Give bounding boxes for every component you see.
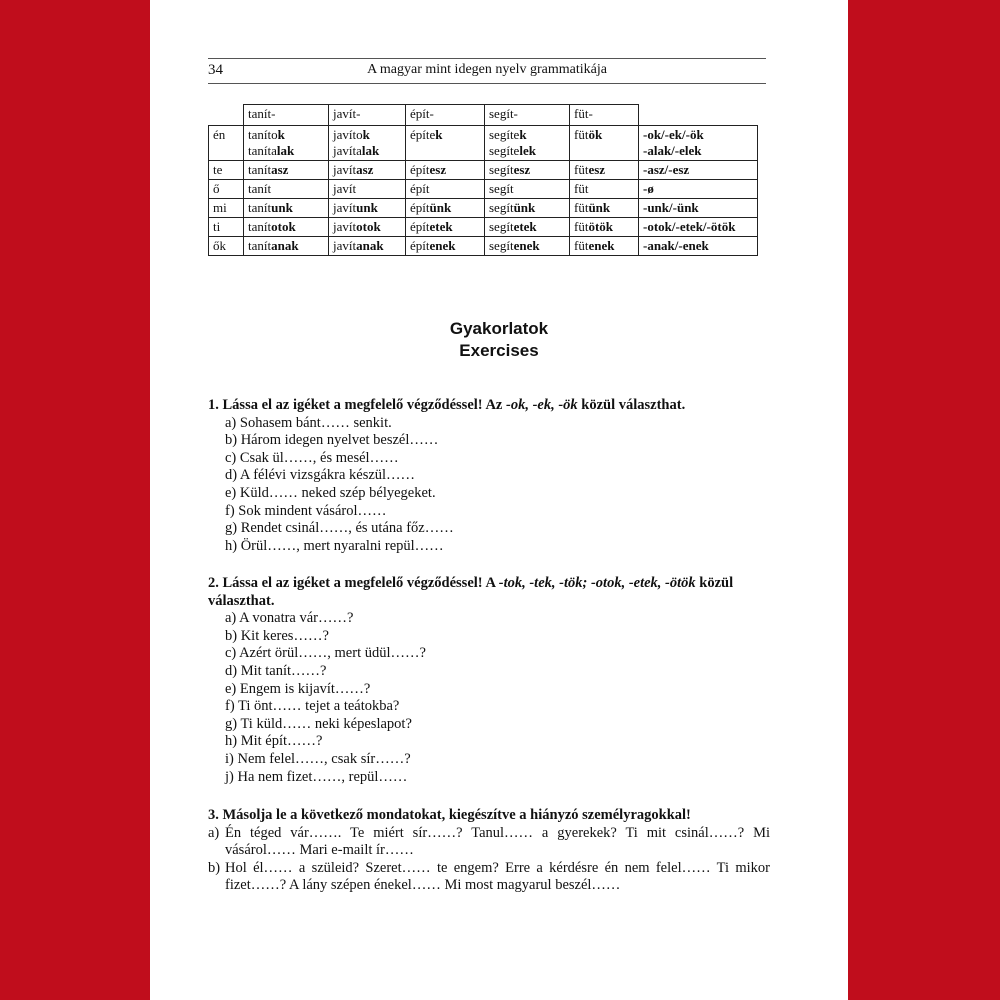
form-cell: építünk <box>406 199 485 218</box>
book-page <box>150 0 848 1000</box>
form-cell: javítasz <box>329 161 406 180</box>
stem-cell: épít- <box>406 105 485 126</box>
exercise-item: g) Ti küld…… neki képeslapot? <box>225 715 412 732</box>
table-row <box>209 180 758 199</box>
form-cell: tanítotok <box>244 218 329 237</box>
stem-cell: segít- <box>485 105 570 126</box>
suffix-cell: -asz/-esz <box>639 161 758 180</box>
form-cell: épít <box>406 180 485 199</box>
suffix-cell: -otok/-etek/-ötök <box>639 218 758 237</box>
form-cell: tanítok tanítalak <box>244 126 329 161</box>
red-border-right <box>848 0 1000 1000</box>
form-cell: építenek <box>406 237 485 256</box>
form-cell: építetek <box>406 218 485 237</box>
pronoun-cell: ők <box>209 237 244 256</box>
exercise-item: d) A félévi vizsgákra készül…… <box>225 467 416 484</box>
table-row <box>209 237 758 256</box>
exercise-paragraph: b) Hol él…… a szüleid? Szeret…… te engem? Erre a kérdésre én nem felel…… Ti mikor fizet……? A lány szépen énekel…… Mi most magyarul beszél…… <box>208 859 770 894</box>
form-cell: javítotok <box>329 218 406 237</box>
stem-cell: javít- <box>329 105 406 126</box>
exercise-item: a) A vonatra vár……? <box>225 610 354 627</box>
pronoun-cell: ő <box>209 180 244 199</box>
suffix-header-cell <box>639 105 758 126</box>
exercise-paragraph: a) Én téged vár……. Te miért sír……? Tanul…… a gyerekek? Ti mit csinál……? Mi vásárol…… Mari e-mailt ír…… <box>208 824 770 859</box>
form-cell: javítanak <box>329 237 406 256</box>
exercise-item: e) Engem is kijavít……? <box>225 680 371 697</box>
section-heading-hungarian: Gyakorlatok <box>449 319 549 338</box>
form-cell: segítek segítelek <box>485 126 570 161</box>
exercise-item: g) Rendet csinál……, és utána főz…… <box>225 520 454 537</box>
table-row <box>209 161 758 180</box>
form-cell: építesz <box>406 161 485 180</box>
exercise-item: a) Sohasem bánt…… senkit. <box>225 414 392 431</box>
page-number: 34 <box>208 62 223 78</box>
table-corner-cell <box>209 105 244 126</box>
exercise-item: h) Örül……, mert nyaralni repül…… <box>225 537 444 554</box>
suffix-cell: -unk/-ünk <box>639 199 758 218</box>
form-cell: fütesz <box>570 161 639 180</box>
red-border-left <box>0 0 150 1000</box>
exercise-item: f) Ti önt…… tejet a teátokba? <box>225 698 400 715</box>
form-cell: tanít <box>244 180 329 199</box>
exercise-item: i) Nem felel……, csak sír……? <box>225 750 411 767</box>
exercise-1-items <box>208 415 770 556</box>
form-cell: segítünk <box>485 199 570 218</box>
exercise-item: c) Csak ül……, és mesél…… <box>225 449 399 466</box>
exercise-item: b) Három idegen nyelvet beszél…… <box>225 432 439 449</box>
exercise-item: d) Mit tanít……? <box>225 662 327 679</box>
form-cell: fütenek <box>570 237 639 256</box>
pronoun-cell: te <box>209 161 244 180</box>
table-row <box>209 126 758 161</box>
exercise-item: j) Ha nem fizet……, repül…… <box>225 768 408 785</box>
table-header-row <box>209 105 758 126</box>
form-cell: tanítanak <box>244 237 329 256</box>
exercise-2-instruction: 2. Lássa el az igéket a megfelelő végződéssel! A -tok, -tek, -tök; -otok, -etek, -ötök közül választhat. <box>208 575 734 609</box>
form-cell: tanítasz <box>244 161 329 180</box>
form-cell: javítunk <box>329 199 406 218</box>
pronoun-cell: én <box>209 126 244 161</box>
exercise-item: h) Mit épít……? <box>225 733 323 750</box>
form-cell: segítesz <box>485 161 570 180</box>
exercise-3-instruction: 3. Másolja le a következő mondatokat, kiegészítve a hiányzó személyragokkal! <box>208 807 691 823</box>
exercise-3 <box>208 807 770 895</box>
form-cell: fütötök <box>570 218 639 237</box>
running-header <box>208 58 766 84</box>
form-cell: fütünk <box>570 199 639 218</box>
exercise-2-items <box>208 610 770 786</box>
suffix-cell: -ø <box>639 180 758 199</box>
form-cell: fütök <box>570 126 639 161</box>
exercise-2 <box>208 575 770 786</box>
pronoun-cell: ti <box>209 218 244 237</box>
exercise-item: b) Kit keres……? <box>225 627 329 644</box>
suffix-cell: -anak/-enek <box>639 237 758 256</box>
suffix-cell: -ok/-ek/-ök -alak/-elek <box>639 126 758 161</box>
stem-cell: füt- <box>570 105 639 126</box>
form-cell: segítenek <box>485 237 570 256</box>
form-cell: füt <box>570 180 639 199</box>
exercise-item: c) Azért örül……, mert üdül……? <box>225 645 426 662</box>
conjugation-table <box>208 104 758 256</box>
table-row <box>209 218 758 237</box>
form-cell: javít <box>329 180 406 199</box>
stem-cell: tanít- <box>244 105 329 126</box>
form-cell: javítok javítalak <box>329 126 406 161</box>
exercise-1-instruction: 1. Lássa el az igéket a megfelelő végződéssel! Az -ok, -ek, -ök közül választhat. <box>208 397 686 413</box>
form-cell: segítetek <box>485 218 570 237</box>
form-cell: építek <box>406 126 485 161</box>
table-row <box>209 199 758 218</box>
section-heading-english: Exercises <box>459 341 539 360</box>
running-title: A magyar mint idegen nyelv grammatikája <box>367 62 607 77</box>
form-cell: segít <box>485 180 570 199</box>
form-cell: tanítunk <box>244 199 329 218</box>
exercise-item: e) Küld…… neked szép bélyegeket. <box>225 484 436 501</box>
exercise-item: f) Sok mindent vásárol…… <box>225 502 387 519</box>
pronoun-cell: mi <box>209 199 244 218</box>
exercise-1 <box>208 397 770 555</box>
